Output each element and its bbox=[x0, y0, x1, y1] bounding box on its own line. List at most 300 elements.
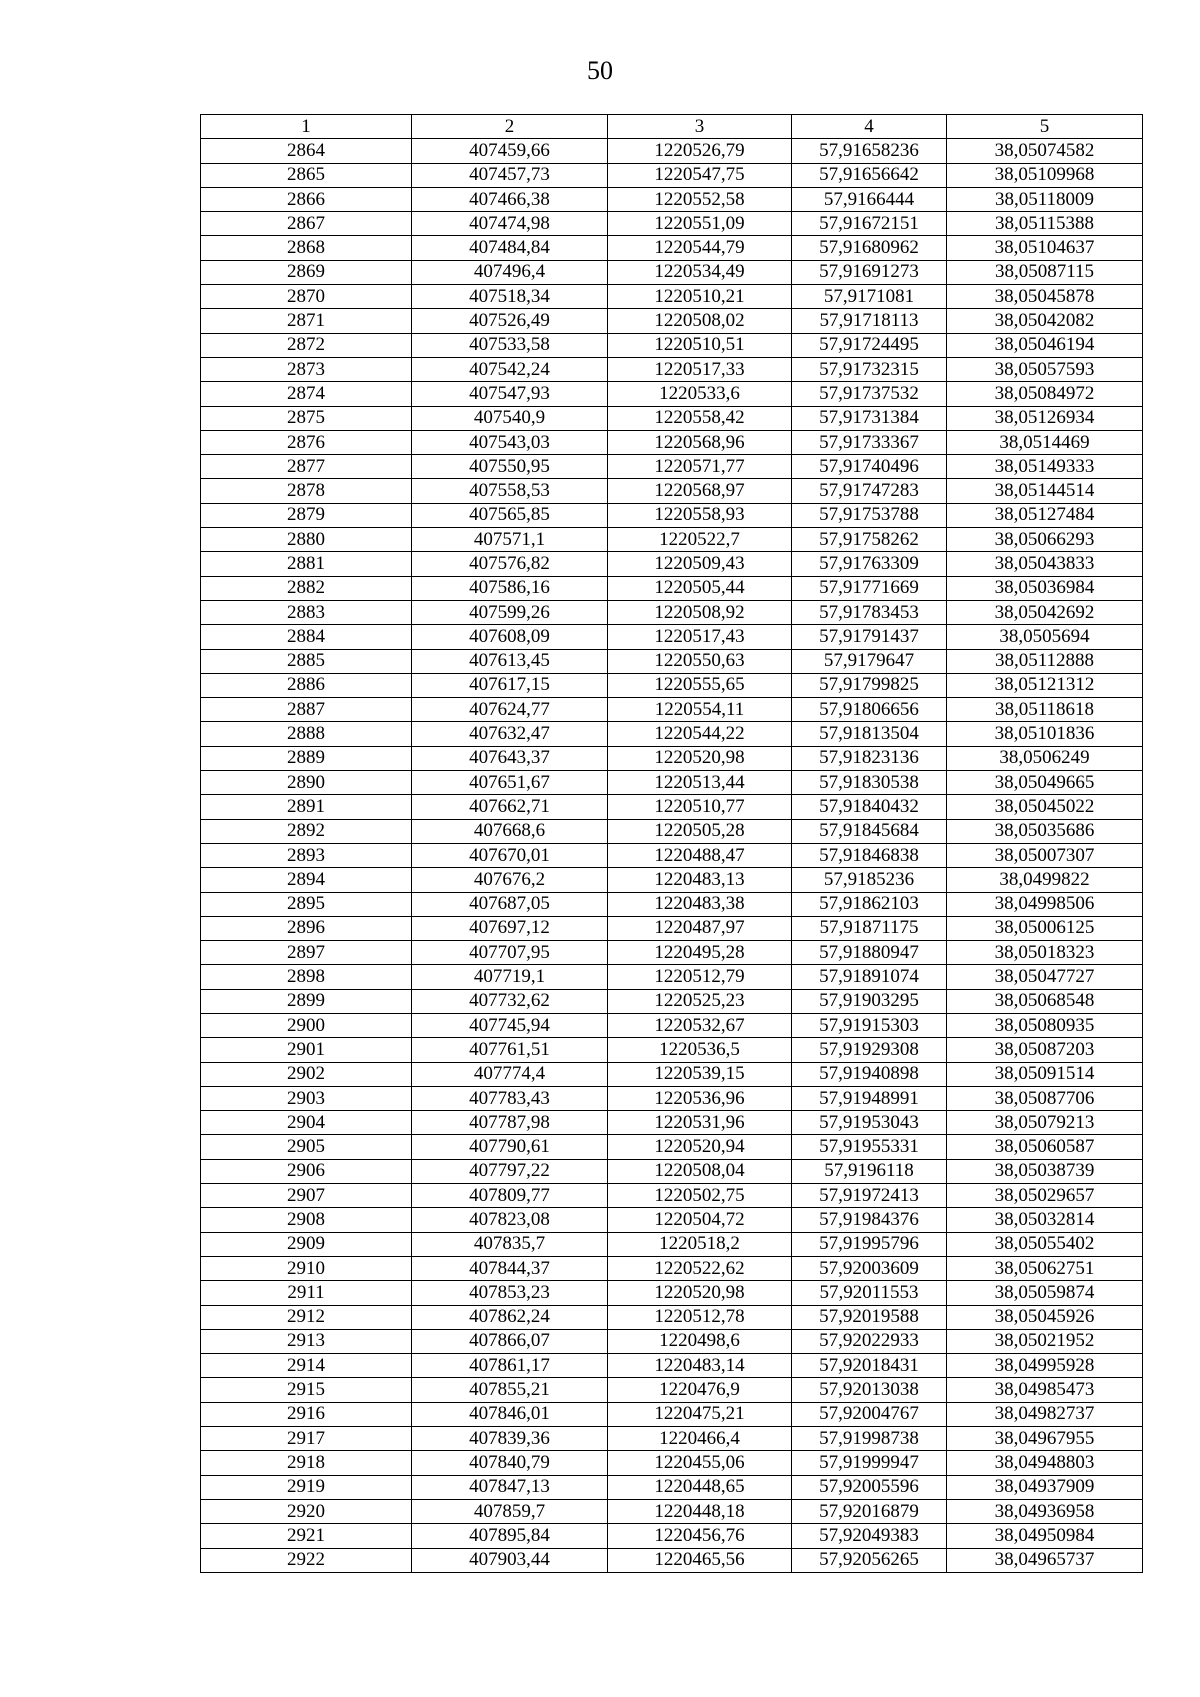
latitude-cell: 57,91747283 bbox=[792, 479, 947, 503]
latitude-cell: 57,91999947 bbox=[792, 1451, 947, 1475]
y-coordinate-cell: 1220456,76 bbox=[608, 1524, 792, 1548]
latitude-cell: 57,91915303 bbox=[792, 1013, 947, 1037]
y-coordinate-cell: 1220531,96 bbox=[608, 1111, 792, 1135]
longitude-cell: 38,05047727 bbox=[947, 965, 1143, 989]
longitude-cell: 38,05042082 bbox=[947, 309, 1143, 333]
point-number-cell: 2876 bbox=[201, 430, 412, 454]
y-coordinate-cell: 1220495,28 bbox=[608, 941, 792, 965]
table-row bbox=[201, 819, 1143, 843]
table-row bbox=[201, 1038, 1143, 1062]
table-row bbox=[201, 1427, 1143, 1451]
table-row bbox=[201, 1159, 1143, 1183]
column-header: 5 bbox=[947, 115, 1143, 139]
table-row bbox=[201, 625, 1143, 649]
y-coordinate-cell: 1220522,7 bbox=[608, 528, 792, 552]
table-row bbox=[201, 455, 1143, 479]
x-coordinate-cell: 407632,47 bbox=[412, 722, 608, 746]
longitude-cell: 38,05032814 bbox=[947, 1208, 1143, 1232]
table-row bbox=[201, 1451, 1143, 1475]
point-number-cell: 2889 bbox=[201, 746, 412, 770]
longitude-cell: 38,05035686 bbox=[947, 819, 1143, 843]
latitude-cell: 57,9196118 bbox=[792, 1159, 947, 1183]
y-coordinate-cell: 1220544,22 bbox=[608, 722, 792, 746]
table-row bbox=[201, 503, 1143, 527]
x-coordinate-cell: 407484,84 bbox=[412, 236, 608, 260]
longitude-cell: 38,05080935 bbox=[947, 1013, 1143, 1037]
x-coordinate-cell: 407859,7 bbox=[412, 1499, 608, 1523]
table-row bbox=[201, 1354, 1143, 1378]
x-coordinate-cell: 407599,26 bbox=[412, 600, 608, 624]
latitude-cell: 57,91680962 bbox=[792, 236, 947, 260]
longitude-cell: 38,05104637 bbox=[947, 236, 1143, 260]
x-coordinate-cell: 407732,62 bbox=[412, 989, 608, 1013]
x-coordinate-cell: 407540,9 bbox=[412, 406, 608, 430]
latitude-cell: 57,91823136 bbox=[792, 746, 947, 770]
longitude-cell: 38,05042692 bbox=[947, 600, 1143, 624]
latitude-cell: 57,9185236 bbox=[792, 868, 947, 892]
table-row bbox=[201, 1062, 1143, 1086]
latitude-cell: 57,91830538 bbox=[792, 771, 947, 795]
y-coordinate-cell: 1220508,92 bbox=[608, 600, 792, 624]
longitude-cell: 38,05118618 bbox=[947, 698, 1143, 722]
table-row bbox=[201, 382, 1143, 406]
longitude-cell: 38,04948803 bbox=[947, 1451, 1143, 1475]
latitude-cell: 57,91940898 bbox=[792, 1062, 947, 1086]
x-coordinate-cell: 407697,12 bbox=[412, 916, 608, 940]
point-number-cell: 2903 bbox=[201, 1086, 412, 1110]
latitude-cell: 57,92005596 bbox=[792, 1475, 947, 1499]
point-number-cell: 2913 bbox=[201, 1329, 412, 1353]
x-coordinate-cell: 407571,1 bbox=[412, 528, 608, 552]
x-coordinate-cell: 407543,03 bbox=[412, 430, 608, 454]
y-coordinate-cell: 1220476,9 bbox=[608, 1378, 792, 1402]
table-row bbox=[201, 1208, 1143, 1232]
latitude-cell: 57,91845684 bbox=[792, 819, 947, 843]
longitude-cell: 38,05087203 bbox=[947, 1038, 1143, 1062]
longitude-cell: 38,05084972 bbox=[947, 382, 1143, 406]
x-coordinate-cell: 407835,7 bbox=[412, 1232, 608, 1256]
y-coordinate-cell: 1220536,5 bbox=[608, 1038, 792, 1062]
x-coordinate-cell: 407670,01 bbox=[412, 843, 608, 867]
point-number-cell: 2919 bbox=[201, 1475, 412, 1499]
x-coordinate-cell: 407844,37 bbox=[412, 1256, 608, 1280]
latitude-cell: 57,91998738 bbox=[792, 1427, 947, 1451]
latitude-cell: 57,91656642 bbox=[792, 163, 947, 187]
latitude-cell: 57,91880947 bbox=[792, 941, 947, 965]
y-coordinate-cell: 1220508,02 bbox=[608, 309, 792, 333]
x-coordinate-cell: 407745,94 bbox=[412, 1013, 608, 1037]
table-row bbox=[201, 406, 1143, 430]
longitude-cell: 38,0499822 bbox=[947, 868, 1143, 892]
table-row bbox=[201, 892, 1143, 916]
y-coordinate-cell: 1220483,14 bbox=[608, 1354, 792, 1378]
x-coordinate-cell: 407847,13 bbox=[412, 1475, 608, 1499]
table-row bbox=[201, 1281, 1143, 1305]
latitude-cell: 57,92022933 bbox=[792, 1329, 947, 1353]
longitude-cell: 38,05087706 bbox=[947, 1086, 1143, 1110]
x-coordinate-cell: 407903,44 bbox=[412, 1548, 608, 1572]
table-row bbox=[201, 139, 1143, 163]
y-coordinate-cell: 1220498,6 bbox=[608, 1329, 792, 1353]
point-number-cell: 2864 bbox=[201, 139, 412, 163]
latitude-cell: 57,9179647 bbox=[792, 649, 947, 673]
table-row bbox=[201, 1256, 1143, 1280]
table-row bbox=[201, 1013, 1143, 1037]
header-row bbox=[201, 115, 1143, 139]
table-row bbox=[201, 163, 1143, 187]
table-row bbox=[201, 1378, 1143, 1402]
table-row bbox=[201, 528, 1143, 552]
table-row bbox=[201, 1184, 1143, 1208]
latitude-cell: 57,91672151 bbox=[792, 212, 947, 236]
longitude-cell: 38,05060587 bbox=[947, 1135, 1143, 1159]
latitude-cell: 57,91813504 bbox=[792, 722, 947, 746]
point-number-cell: 2874 bbox=[201, 382, 412, 406]
x-coordinate-cell: 407651,67 bbox=[412, 771, 608, 795]
y-coordinate-cell: 1220525,23 bbox=[608, 989, 792, 1013]
x-coordinate-cell: 407558,53 bbox=[412, 479, 608, 503]
latitude-cell: 57,91791437 bbox=[792, 625, 947, 649]
y-coordinate-cell: 1220512,78 bbox=[608, 1305, 792, 1329]
x-coordinate-cell: 407846,01 bbox=[412, 1402, 608, 1426]
latitude-cell: 57,91718113 bbox=[792, 309, 947, 333]
point-number-cell: 2880 bbox=[201, 528, 412, 552]
table-row bbox=[201, 1329, 1143, 1353]
table-row bbox=[201, 698, 1143, 722]
x-coordinate-cell: 407668,6 bbox=[412, 819, 608, 843]
x-coordinate-cell: 407783,43 bbox=[412, 1086, 608, 1110]
y-coordinate-cell: 1220504,72 bbox=[608, 1208, 792, 1232]
table-row bbox=[201, 843, 1143, 867]
point-number-cell: 2914 bbox=[201, 1354, 412, 1378]
y-coordinate-cell: 1220526,79 bbox=[608, 139, 792, 163]
table-row bbox=[201, 941, 1143, 965]
point-number-cell: 2872 bbox=[201, 333, 412, 357]
latitude-cell: 57,92011553 bbox=[792, 1281, 947, 1305]
latitude-cell: 57,91806656 bbox=[792, 698, 947, 722]
longitude-cell: 38,0514469 bbox=[947, 430, 1143, 454]
x-coordinate-cell: 407457,73 bbox=[412, 163, 608, 187]
longitude-cell: 38,05043833 bbox=[947, 552, 1143, 576]
latitude-cell: 57,91724495 bbox=[792, 333, 947, 357]
point-number-cell: 2898 bbox=[201, 965, 412, 989]
x-coordinate-cell: 407840,79 bbox=[412, 1451, 608, 1475]
longitude-cell: 38,05109968 bbox=[947, 163, 1143, 187]
longitude-cell: 38,05045022 bbox=[947, 795, 1143, 819]
point-number-cell: 2917 bbox=[201, 1427, 412, 1451]
longitude-cell: 38,05149333 bbox=[947, 455, 1143, 479]
table-row bbox=[201, 212, 1143, 236]
latitude-cell: 57,92049383 bbox=[792, 1524, 947, 1548]
point-number-cell: 2893 bbox=[201, 843, 412, 867]
latitude-cell: 57,91871175 bbox=[792, 916, 947, 940]
point-number-cell: 2911 bbox=[201, 1281, 412, 1305]
point-number-cell: 2894 bbox=[201, 868, 412, 892]
latitude-cell: 57,91771669 bbox=[792, 576, 947, 600]
x-coordinate-cell: 407474,98 bbox=[412, 212, 608, 236]
x-coordinate-cell: 407586,16 bbox=[412, 576, 608, 600]
y-coordinate-cell: 1220513,44 bbox=[608, 771, 792, 795]
coordinates-table bbox=[200, 114, 1143, 1573]
table-row bbox=[201, 309, 1143, 333]
point-number-cell: 2871 bbox=[201, 309, 412, 333]
longitude-cell: 38,05055402 bbox=[947, 1232, 1143, 1256]
y-coordinate-cell: 1220547,75 bbox=[608, 163, 792, 187]
y-coordinate-cell: 1220465,56 bbox=[608, 1548, 792, 1572]
point-number-cell: 2882 bbox=[201, 576, 412, 600]
longitude-cell: 38,05127484 bbox=[947, 503, 1143, 527]
point-number-cell: 2921 bbox=[201, 1524, 412, 1548]
column-header: 4 bbox=[792, 115, 947, 139]
latitude-cell: 57,92016879 bbox=[792, 1499, 947, 1523]
x-coordinate-cell: 407496,4 bbox=[412, 260, 608, 284]
x-coordinate-cell: 407547,93 bbox=[412, 382, 608, 406]
point-number-cell: 2883 bbox=[201, 600, 412, 624]
table-row bbox=[201, 1524, 1143, 1548]
point-number-cell: 2881 bbox=[201, 552, 412, 576]
y-coordinate-cell: 1220534,49 bbox=[608, 260, 792, 284]
x-coordinate-cell: 407839,36 bbox=[412, 1427, 608, 1451]
table-row bbox=[201, 260, 1143, 284]
table-row bbox=[201, 771, 1143, 795]
point-number-cell: 2906 bbox=[201, 1159, 412, 1183]
table-row bbox=[201, 1086, 1143, 1110]
x-coordinate-cell: 407466,38 bbox=[412, 187, 608, 211]
point-number-cell: 2886 bbox=[201, 673, 412, 697]
longitude-cell: 38,05101836 bbox=[947, 722, 1143, 746]
y-coordinate-cell: 1220466,4 bbox=[608, 1427, 792, 1451]
x-coordinate-cell: 407624,77 bbox=[412, 698, 608, 722]
point-number-cell: 2900 bbox=[201, 1013, 412, 1037]
latitude-cell: 57,91732315 bbox=[792, 357, 947, 381]
longitude-cell: 38,05066293 bbox=[947, 528, 1143, 552]
latitude-cell: 57,9171081 bbox=[792, 285, 947, 309]
x-coordinate-cell: 407613,45 bbox=[412, 649, 608, 673]
y-coordinate-cell: 1220550,63 bbox=[608, 649, 792, 673]
point-number-cell: 2877 bbox=[201, 455, 412, 479]
point-number-cell: 2867 bbox=[201, 212, 412, 236]
x-coordinate-cell: 407823,08 bbox=[412, 1208, 608, 1232]
y-coordinate-cell: 1220518,2 bbox=[608, 1232, 792, 1256]
point-number-cell: 2899 bbox=[201, 989, 412, 1013]
latitude-cell: 57,91984376 bbox=[792, 1208, 947, 1232]
x-coordinate-cell: 407542,24 bbox=[412, 357, 608, 381]
latitude-cell: 57,91891074 bbox=[792, 965, 947, 989]
latitude-cell: 57,91753788 bbox=[792, 503, 947, 527]
longitude-cell: 38,04950984 bbox=[947, 1524, 1143, 1548]
table-row bbox=[201, 600, 1143, 624]
table-row bbox=[201, 868, 1143, 892]
y-coordinate-cell: 1220522,62 bbox=[608, 1256, 792, 1280]
longitude-cell: 38,05036984 bbox=[947, 576, 1143, 600]
x-coordinate-cell: 407861,17 bbox=[412, 1354, 608, 1378]
point-number-cell: 2904 bbox=[201, 1111, 412, 1135]
table-row bbox=[201, 1475, 1143, 1499]
point-number-cell: 2884 bbox=[201, 625, 412, 649]
point-number-cell: 2865 bbox=[201, 163, 412, 187]
longitude-cell: 38,04937909 bbox=[947, 1475, 1143, 1499]
table-row bbox=[201, 479, 1143, 503]
latitude-cell: 57,91948991 bbox=[792, 1086, 947, 1110]
x-coordinate-cell: 407526,49 bbox=[412, 309, 608, 333]
table-row bbox=[201, 552, 1143, 576]
longitude-cell: 38,05091514 bbox=[947, 1062, 1143, 1086]
table-row bbox=[201, 1135, 1143, 1159]
table-row bbox=[201, 187, 1143, 211]
latitude-cell: 57,91995796 bbox=[792, 1232, 947, 1256]
point-number-cell: 2879 bbox=[201, 503, 412, 527]
y-coordinate-cell: 1220483,13 bbox=[608, 868, 792, 892]
longitude-cell: 38,05018323 bbox=[947, 941, 1143, 965]
table-row bbox=[201, 430, 1143, 454]
latitude-cell: 57,92004767 bbox=[792, 1402, 947, 1426]
y-coordinate-cell: 1220488,47 bbox=[608, 843, 792, 867]
longitude-cell: 38,05006125 bbox=[947, 916, 1143, 940]
table-row bbox=[201, 649, 1143, 673]
longitude-cell: 38,04965737 bbox=[947, 1548, 1143, 1572]
table-row bbox=[201, 357, 1143, 381]
longitude-cell: 38,05021952 bbox=[947, 1329, 1143, 1353]
latitude-cell: 57,92018431 bbox=[792, 1354, 947, 1378]
y-coordinate-cell: 1220532,67 bbox=[608, 1013, 792, 1037]
y-coordinate-cell: 1220475,21 bbox=[608, 1402, 792, 1426]
y-coordinate-cell: 1220539,15 bbox=[608, 1062, 792, 1086]
y-coordinate-cell: 1220520,98 bbox=[608, 746, 792, 770]
latitude-cell: 57,91862103 bbox=[792, 892, 947, 916]
point-number-cell: 2870 bbox=[201, 285, 412, 309]
y-coordinate-cell: 1220520,94 bbox=[608, 1135, 792, 1159]
longitude-cell: 38,0506249 bbox=[947, 746, 1143, 770]
y-coordinate-cell: 1220558,93 bbox=[608, 503, 792, 527]
longitude-cell: 38,04985473 bbox=[947, 1378, 1143, 1402]
latitude-cell: 57,91846838 bbox=[792, 843, 947, 867]
longitude-cell: 38,04995928 bbox=[947, 1354, 1143, 1378]
longitude-cell: 38,05144514 bbox=[947, 479, 1143, 503]
y-coordinate-cell: 1220455,06 bbox=[608, 1451, 792, 1475]
latitude-cell: 57,92019588 bbox=[792, 1305, 947, 1329]
table-row bbox=[201, 1548, 1143, 1572]
latitude-cell: 57,92013038 bbox=[792, 1378, 947, 1402]
column-header: 2 bbox=[412, 115, 608, 139]
x-coordinate-cell: 407866,07 bbox=[412, 1329, 608, 1353]
point-number-cell: 2912 bbox=[201, 1305, 412, 1329]
table-row bbox=[201, 989, 1143, 1013]
latitude-cell: 57,91783453 bbox=[792, 600, 947, 624]
table-row bbox=[201, 576, 1143, 600]
y-coordinate-cell: 1220510,77 bbox=[608, 795, 792, 819]
y-coordinate-cell: 1220558,42 bbox=[608, 406, 792, 430]
y-coordinate-cell: 1220533,6 bbox=[608, 382, 792, 406]
latitude-cell: 57,91740496 bbox=[792, 455, 947, 479]
longitude-cell: 38,05118009 bbox=[947, 187, 1143, 211]
y-coordinate-cell: 1220502,75 bbox=[608, 1184, 792, 1208]
table-row bbox=[201, 673, 1143, 697]
y-coordinate-cell: 1220554,11 bbox=[608, 698, 792, 722]
x-coordinate-cell: 407809,77 bbox=[412, 1184, 608, 1208]
point-number-cell: 2878 bbox=[201, 479, 412, 503]
longitude-cell: 38,05007307 bbox=[947, 843, 1143, 867]
point-number-cell: 2908 bbox=[201, 1208, 412, 1232]
table-row bbox=[201, 746, 1143, 770]
point-number-cell: 2896 bbox=[201, 916, 412, 940]
point-number-cell: 2909 bbox=[201, 1232, 412, 1256]
latitude-cell: 57,91691273 bbox=[792, 260, 947, 284]
column-header: 1 bbox=[201, 115, 412, 139]
x-coordinate-cell: 407662,71 bbox=[412, 795, 608, 819]
point-number-cell: 2907 bbox=[201, 1184, 412, 1208]
point-number-cell: 2910 bbox=[201, 1256, 412, 1280]
latitude-cell: 57,91733367 bbox=[792, 430, 947, 454]
longitude-cell: 38,05046194 bbox=[947, 333, 1143, 357]
x-coordinate-cell: 407518,34 bbox=[412, 285, 608, 309]
point-number-cell: 2888 bbox=[201, 722, 412, 746]
point-number-cell: 2918 bbox=[201, 1451, 412, 1475]
longitude-cell: 38,05121312 bbox=[947, 673, 1143, 697]
longitude-cell: 38,0505694 bbox=[947, 625, 1143, 649]
point-number-cell: 2892 bbox=[201, 819, 412, 843]
x-coordinate-cell: 407617,15 bbox=[412, 673, 608, 697]
point-number-cell: 2897 bbox=[201, 941, 412, 965]
point-number-cell: 2875 bbox=[201, 406, 412, 430]
x-coordinate-cell: 407774,4 bbox=[412, 1062, 608, 1086]
point-number-cell: 2890 bbox=[201, 771, 412, 795]
y-coordinate-cell: 1220505,28 bbox=[608, 819, 792, 843]
y-coordinate-cell: 1220552,58 bbox=[608, 187, 792, 211]
latitude-cell: 57,91929308 bbox=[792, 1038, 947, 1062]
x-coordinate-cell: 407787,98 bbox=[412, 1111, 608, 1135]
latitude-cell: 57,91731384 bbox=[792, 406, 947, 430]
x-coordinate-cell: 407576,82 bbox=[412, 552, 608, 576]
latitude-cell: 57,91737532 bbox=[792, 382, 947, 406]
point-number-cell: 2920 bbox=[201, 1499, 412, 1523]
y-coordinate-cell: 1220448,18 bbox=[608, 1499, 792, 1523]
x-coordinate-cell: 407853,23 bbox=[412, 1281, 608, 1305]
x-coordinate-cell: 407687,05 bbox=[412, 892, 608, 916]
x-coordinate-cell: 407707,95 bbox=[412, 941, 608, 965]
y-coordinate-cell: 1220510,51 bbox=[608, 333, 792, 357]
column-header: 3 bbox=[608, 115, 792, 139]
point-number-cell: 2868 bbox=[201, 236, 412, 260]
x-coordinate-cell: 407790,61 bbox=[412, 1135, 608, 1159]
point-number-cell: 2922 bbox=[201, 1548, 412, 1572]
table-row bbox=[201, 333, 1143, 357]
point-number-cell: 2901 bbox=[201, 1038, 412, 1062]
latitude-cell: 57,91758262 bbox=[792, 528, 947, 552]
table-row bbox=[201, 1305, 1143, 1329]
y-coordinate-cell: 1220551,09 bbox=[608, 212, 792, 236]
x-coordinate-cell: 407719,1 bbox=[412, 965, 608, 989]
longitude-cell: 38,04998506 bbox=[947, 892, 1143, 916]
point-number-cell: 2915 bbox=[201, 1378, 412, 1402]
longitude-cell: 38,04967955 bbox=[947, 1427, 1143, 1451]
y-coordinate-cell: 1220487,97 bbox=[608, 916, 792, 940]
y-coordinate-cell: 1220568,96 bbox=[608, 430, 792, 454]
longitude-cell: 38,05126934 bbox=[947, 406, 1143, 430]
latitude-cell: 57,92056265 bbox=[792, 1548, 947, 1572]
longitude-cell: 38,05049665 bbox=[947, 771, 1143, 795]
table-row bbox=[201, 1111, 1143, 1135]
point-number-cell: 2902 bbox=[201, 1062, 412, 1086]
y-coordinate-cell: 1220512,79 bbox=[608, 965, 792, 989]
longitude-cell: 38,05068548 bbox=[947, 989, 1143, 1013]
latitude-cell: 57,91903295 bbox=[792, 989, 947, 1013]
longitude-cell: 38,05029657 bbox=[947, 1184, 1143, 1208]
x-coordinate-cell: 407643,37 bbox=[412, 746, 608, 770]
y-coordinate-cell: 1220517,43 bbox=[608, 625, 792, 649]
longitude-cell: 38,05062751 bbox=[947, 1256, 1143, 1280]
point-number-cell: 2905 bbox=[201, 1135, 412, 1159]
x-coordinate-cell: 407761,51 bbox=[412, 1038, 608, 1062]
